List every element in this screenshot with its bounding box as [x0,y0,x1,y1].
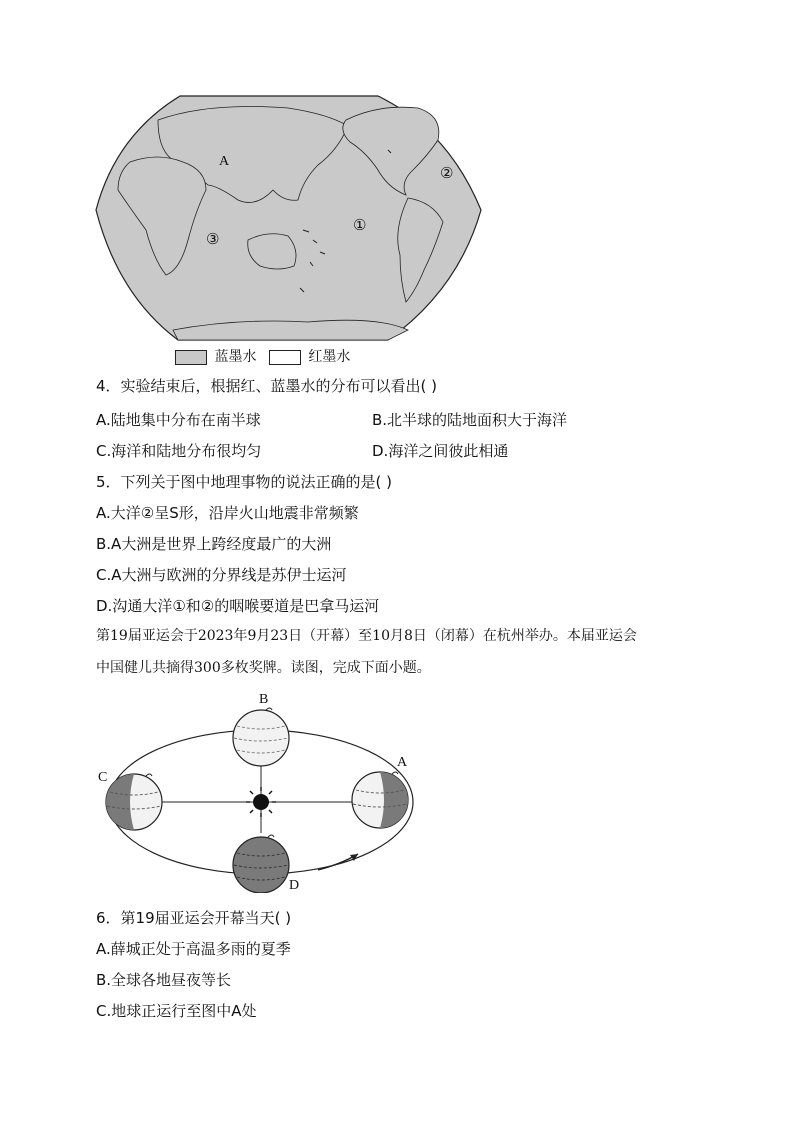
q4-option-b: B.北半球的陆地面积大于海洋 [372,411,568,429]
earth-position-b [233,708,289,766]
legend-swatch-blue [175,350,207,365]
earth-position-c [106,774,162,830]
question-4-stem: 4．实验结束后，根据红、蓝墨水的分布可以看出( ) [96,377,438,395]
q6-option-a: A.薛城正处于高温多雨的夏季 [96,940,291,958]
q5-option-a: A.大洋②呈S形，沿岸火山地震非常频繁 [96,504,359,522]
orbit-label-d: D [289,878,300,893]
ocean-label-1: ① [353,216,367,234]
world-map [88,90,488,345]
intro-line-1: 第19届亚运会于2023年9月23日（开幕）至10月8日（闭幕）在杭州举办。本届亚运会 [96,628,637,644]
q4-option-d: D.海洋之间彼此相通 [372,442,509,460]
orbit-label-b: B [259,692,269,707]
orbit-label-a: A [397,755,408,770]
earth-position-a [352,772,408,828]
orbit-label-c: C [98,770,108,785]
question-6-stem: 6．第19届亚运会开幕当天( ) [96,909,292,927]
earth-position-d [233,835,289,893]
ocean-label-3: ③ [206,230,220,248]
q4-option-a: A.陆地集中分布在南半球 [96,411,261,429]
legend-swatch-red [269,350,301,365]
continent-label-a: A [219,154,230,169]
q4-option-c: C.海洋和陆地分布很均匀 [96,442,262,460]
intro-line-2: 中国健儿共摘得300多枚奖牌。读图，完成下面小题。 [96,660,431,676]
orbit-diagram-figure [96,688,426,893]
q5-option-d: D.沟通大洋①和②的咽喉要道是巴拿马运河 [96,597,380,615]
q6-option-c: C.地球正运行至图中A处 [96,1002,257,1020]
ocean-label-2: ② [440,164,454,182]
earth-orbit-diagram [96,688,426,893]
q5-option-b: B.A大洲是世界上跨经度最广的大洲 [96,535,332,553]
world-map-figure [88,90,488,345]
question-5-stem: 5．下列关于图中地理事物的说法正确的是( ) [96,473,393,491]
legend-label-blue: 蓝墨水 [214,349,257,365]
q6-option-b: B.全球各地昼夜等长 [96,971,232,989]
legend-label-red: 红墨水 [308,349,351,365]
map-legend [175,347,350,367]
q5-option-c: C.A大洲与欧洲的分界线是苏伊士运河 [96,566,347,584]
